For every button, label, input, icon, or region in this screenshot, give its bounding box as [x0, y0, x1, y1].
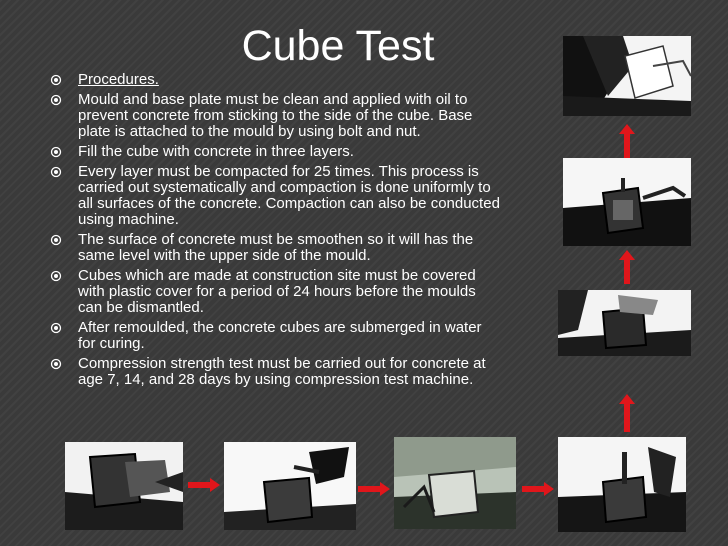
circle-dot-icon: [50, 234, 62, 246]
list-item-text: Every layer must be compacted for 25 times. This process is carried out systematically and compaction is done uniformly to all surfaces of the concrete. Compaction can also be conducted using machine.: [78, 163, 500, 228]
arrow-right-icon: [358, 482, 390, 496]
procedure-list: [50, 72, 500, 392]
circle-dot-icon: [50, 94, 62, 106]
list-item-text: Fill the cube with concrete in three layers.: [78, 143, 354, 160]
photo-mould-on-table: [563, 158, 691, 246]
list-item: [50, 144, 500, 160]
list-item-text: Procedures.: [78, 71, 159, 88]
arrow-right-icon: [522, 482, 554, 496]
list-item-text: After remoulded, the concrete cubes are submerged in water for curing.: [78, 319, 482, 352]
list-item: [50, 356, 500, 388]
list-item: [50, 164, 500, 228]
photo-mould-dismantling: [558, 290, 691, 356]
list-item: [50, 320, 500, 352]
photo-cube-tested: [563, 36, 691, 116]
photo-mould-parts: [65, 442, 183, 530]
list-item: [50, 72, 500, 88]
photo-filling-mould: [224, 442, 356, 530]
photo-covered-cube: [394, 437, 516, 529]
slide-title: Cube Test: [241, 22, 435, 70]
list-item-text: Mould and base plate must be clean and applied with oil to prevent concrete from sticking to the side of the cube. Base plate is attached to the mould by using bolt and nut.: [78, 91, 473, 140]
list-item: [50, 268, 500, 316]
circle-dot-icon: [50, 322, 62, 334]
list-item-text: The surface of concrete must be smoothen so it will has the same level with the upper side of the mould.: [78, 231, 474, 264]
circle-dot-icon: [50, 270, 62, 282]
list-item: [50, 92, 500, 140]
list-item: [50, 232, 500, 264]
circle-dot-icon: [50, 358, 62, 370]
arrow-up-icon: [619, 394, 635, 432]
arrow-right-icon: [188, 478, 220, 492]
list-item-text: Cubes which are made at construction site must be covered with plastic cover for a period of 24 hours before the moulds can be dismantled.: [78, 267, 476, 316]
arrow-up-icon: [619, 250, 635, 284]
photo-cube-curing: [558, 437, 686, 532]
list-item-text: Compression strength test must be carried out for concrete at age 7, 14, and 28 days by using compression test machine.: [78, 355, 486, 388]
circle-dot-icon: [50, 74, 62, 86]
circle-dot-icon: [50, 146, 62, 158]
circle-dot-icon: [50, 166, 62, 178]
arrow-up-icon: [619, 124, 635, 158]
